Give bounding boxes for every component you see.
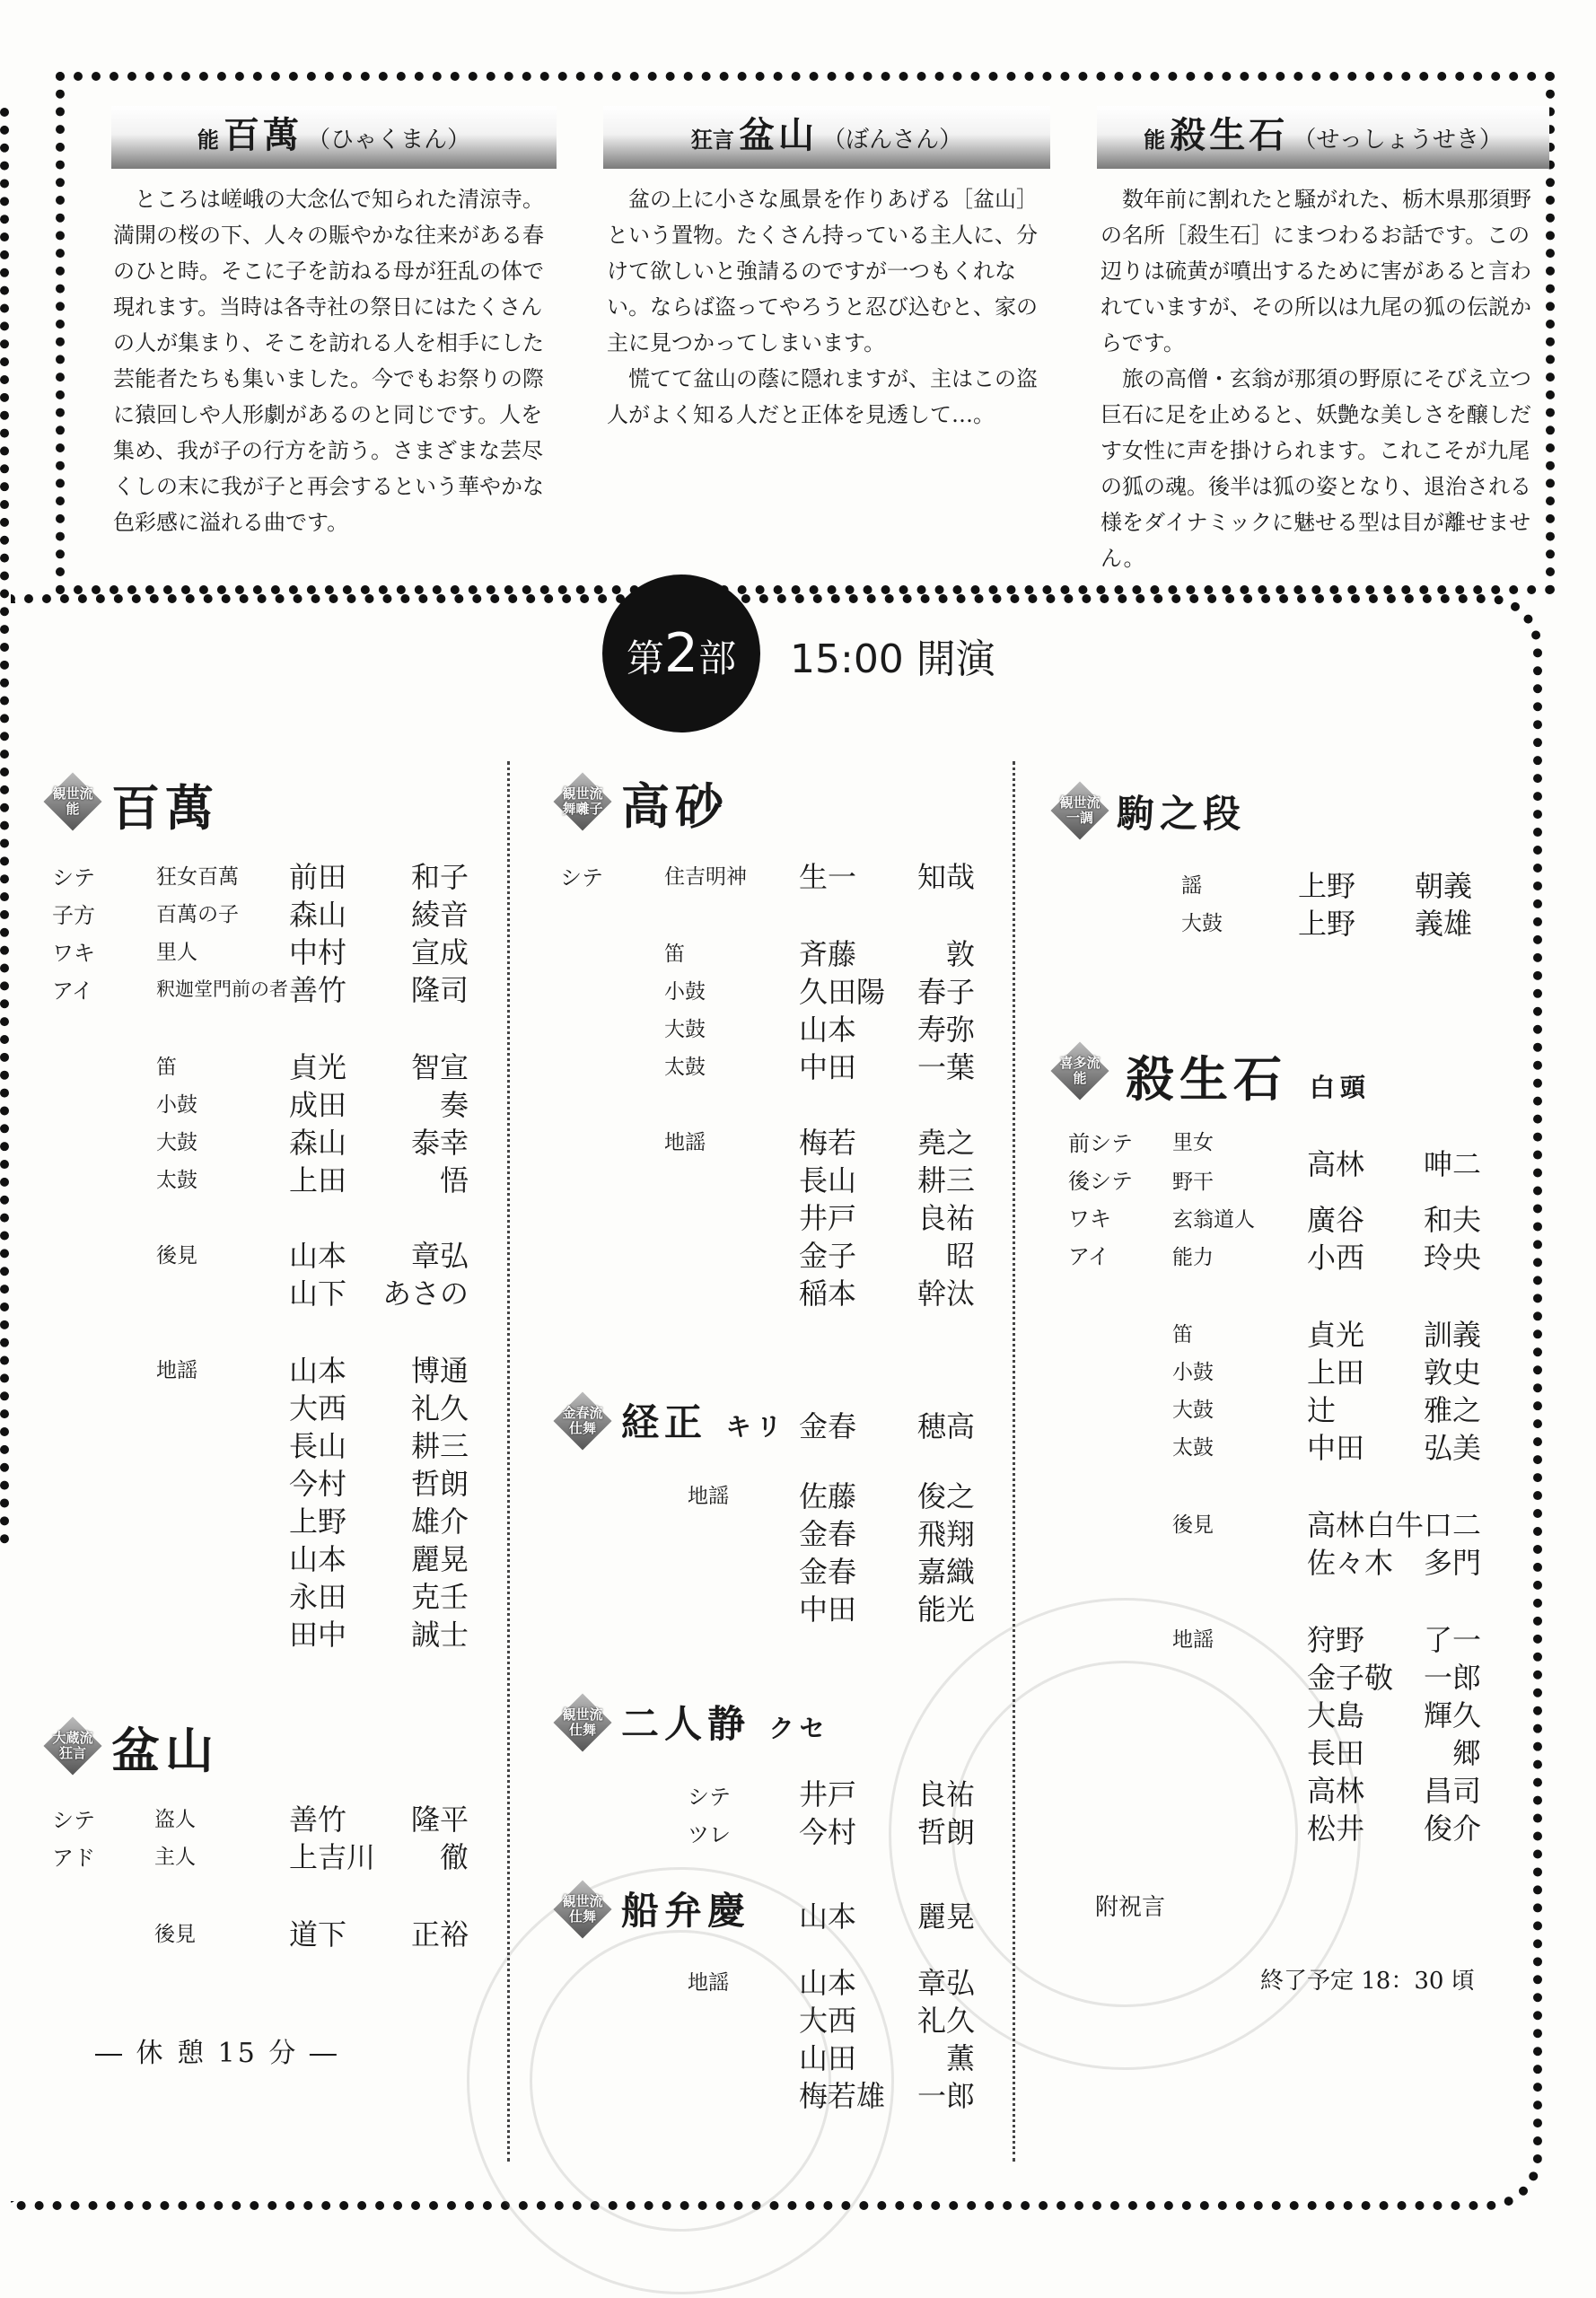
- given-name: 克壬: [410, 1580, 469, 1614]
- character-name: 狂女百萬: [156, 865, 239, 889]
- program-title-takasago: 高砂: [621, 777, 729, 835]
- end-time: 終了予定 18：30 頃: [1260, 1968, 1475, 1995]
- given-name: 徹: [439, 1840, 469, 1874]
- family-name: 金子敬: [1307, 1661, 1394, 1695]
- family-name: 大島: [1307, 1698, 1365, 1732]
- family-name: 長山: [289, 1429, 347, 1463]
- synopsis-body-hyakuman: [113, 181, 557, 540]
- given-name: 嘉織: [916, 1555, 975, 1589]
- role-type: 子方: [52, 903, 95, 928]
- intermission-notice: ― 休 憩 15 分 ―: [95, 2038, 339, 2069]
- family-name: 佐々木: [1307, 1546, 1394, 1580]
- performer-name: [799, 1045, 975, 1086]
- synopsis-paragraph: 数年前に割れたと騒がれた、栃木県那須野の名所［殺生石］にまつわるお話です。この辺りは硫黄が噴出するために害があると言われていますが、その所以は九尾の狐の伝説からです。: [1101, 187, 1531, 355]
- performer-name: [1307, 1142, 1481, 1183]
- family-name: 小西: [1307, 1241, 1365, 1275]
- instrument-label: 小鼓: [664, 980, 706, 1004]
- given-name: 礼久: [916, 2004, 975, 2038]
- program-title-hyakuman: 百萬: [111, 779, 219, 837]
- given-name: 一葉: [916, 1050, 975, 1084]
- given-name: 知哉: [916, 860, 975, 894]
- given-name: 博通: [410, 1354, 469, 1388]
- given-name: 薫: [945, 2041, 975, 2075]
- performer-name: [799, 1772, 975, 1813]
- given-name: 寿弥: [916, 1013, 975, 1047]
- family-name: 上野: [289, 1504, 347, 1539]
- given-name: 雅之: [1423, 1393, 1481, 1427]
- family-name: 大西: [289, 1391, 347, 1425]
- given-name: 章弘: [916, 1966, 975, 2000]
- title-text: 二人静: [621, 1702, 751, 1746]
- family-name: 松井: [1307, 1811, 1365, 1846]
- given-name: 章弘: [410, 1239, 469, 1273]
- performer-name: [1307, 1693, 1481, 1734]
- family-name: 山本: [289, 1542, 347, 1576]
- synopsis-title: 殺生石: [1170, 114, 1289, 156]
- given-name: 正裕: [410, 1917, 469, 1952]
- family-name: 井戸: [799, 1777, 857, 1811]
- shugen-note: 附祝言: [1095, 1894, 1166, 1921]
- given-name: 哲朗: [916, 1815, 975, 1849]
- family-name: 金春: [799, 1409, 857, 1443]
- character-name: 主人: [154, 1846, 196, 1869]
- genre-name: 一調: [1065, 810, 1093, 826]
- given-name: 敦史: [1423, 1355, 1481, 1390]
- given-name: 俊之: [916, 1479, 975, 1513]
- given-name: 白牛口二: [1365, 1508, 1481, 1542]
- performer-name: [289, 930, 469, 971]
- school-name: 観世流: [1059, 794, 1101, 811]
- performer-name: [1298, 901, 1472, 943]
- school-badge-text: [554, 1406, 611, 1436]
- character-name: 野干: [1172, 1171, 1214, 1194]
- performer-name: [289, 1386, 469, 1427]
- given-name: 良祐: [916, 1777, 975, 1811]
- column-divider: [507, 761, 510, 2162]
- program-title-bonsan: 盆山: [111, 1722, 219, 1779]
- family-name: 善竹: [289, 1802, 347, 1837]
- given-name: 弘美: [1423, 1431, 1481, 1465]
- role-type: 前シテ: [1068, 1131, 1133, 1156]
- role-type: アイ: [1068, 1244, 1109, 1269]
- family-name: 金春: [799, 1555, 857, 1589]
- performer-name: [799, 2074, 975, 2115]
- family-name: 森山: [289, 1126, 347, 1160]
- performer-name: [799, 1196, 975, 1237]
- character-name: 玄翁道人: [1172, 1208, 1255, 1232]
- given-name: 俊介: [1423, 1811, 1481, 1846]
- koken-label: 後見: [156, 1244, 197, 1267]
- performer-name: [799, 1549, 975, 1591]
- role-type: 後シテ: [1068, 1169, 1133, 1194]
- family-name: 貞光: [289, 1050, 347, 1084]
- school-name: 大蔵流: [52, 1730, 93, 1746]
- performer-name: [1307, 1388, 1481, 1429]
- given-name: 和子: [410, 860, 469, 894]
- performer-name: [799, 2036, 975, 2077]
- instrument-label: 太鼓: [664, 1056, 706, 1079]
- performer-name: [1307, 1540, 1481, 1582]
- given-name: 宣成: [410, 935, 469, 969]
- family-name: 金春: [799, 1517, 857, 1551]
- program-title-futarishizuka: [621, 1695, 830, 1749]
- given-name: 誠士: [410, 1618, 469, 1652]
- instrument-label: 大鼓: [156, 1131, 197, 1154]
- performer-name: [1298, 864, 1472, 905]
- family-name: 山田: [799, 2041, 857, 2075]
- instrument-label: 笛: [664, 943, 685, 966]
- family-name: 梅若: [799, 1126, 857, 1160]
- left-dotted-edge: [0, 108, 11, 1544]
- family-name: 上野: [1298, 869, 1356, 903]
- family-name: 久田陽: [799, 975, 886, 1009]
- performer-name: [799, 1233, 975, 1275]
- instrument-label: 大鼓: [1181, 912, 1223, 935]
- given-name: 麗晃: [410, 1542, 469, 1576]
- role-type: ワキ: [1068, 1206, 1111, 1232]
- role-type: シテ: [52, 1808, 95, 1833]
- given-name: 郷: [1451, 1736, 1481, 1770]
- performer-name: [289, 1612, 469, 1653]
- family-name: 中田: [799, 1592, 857, 1627]
- instrument-label: 謡: [1181, 874, 1202, 898]
- family-name: 成田: [289, 1088, 347, 1122]
- given-name: 耕三: [410, 1429, 469, 1463]
- given-name: 綾音: [410, 898, 469, 932]
- performer-name: [799, 969, 975, 1011]
- family-name: 上野: [1298, 907, 1356, 941]
- synopsis-title: 百萬: [223, 114, 303, 156]
- performer-name: [799, 1512, 975, 1553]
- synopsis-reading: （ぼんさん）: [822, 127, 963, 153]
- performer-name: [289, 1158, 469, 1199]
- instrument-label: 笛: [156, 1056, 177, 1079]
- instrument-label: 小鼓: [156, 1093, 197, 1117]
- given-name: 昭: [945, 1239, 975, 1273]
- school-badge-text: [44, 786, 101, 817]
- performer-name: [289, 1499, 469, 1540]
- family-name: 中村: [289, 935, 347, 969]
- performer-name: [289, 1045, 469, 1086]
- character-name: 住吉明神: [664, 865, 747, 889]
- title-text: 経正: [621, 1400, 708, 1444]
- jiutai-label: 地謡: [664, 1131, 706, 1154]
- given-name: 麗晃: [916, 1899, 975, 1934]
- genre-name: 能: [66, 801, 80, 817]
- given-name: 幹汰: [916, 1276, 975, 1311]
- jiutai-label: 地謡: [156, 1359, 197, 1382]
- program-title-funabenkei: 船弁慶: [621, 1889, 751, 1933]
- performer-name: [289, 1233, 469, 1275]
- part-label: 部: [698, 636, 737, 680]
- given-name: 呻二: [1423, 1147, 1481, 1181]
- given-name: 隆司: [410, 973, 469, 1007]
- instrument-label: 笛: [1172, 1323, 1193, 1346]
- genre-name: 舞囃子: [562, 801, 603, 817]
- synopsis-paragraph: ところは嵯峨の大念仏で知られた清涼寺。満開の桜の下、人々の賑やかな往来がある春のひと時。そこに子を訪ねる母が狂乱の体で現れます。当時は各寺社の祭日にはたくさんの人が集まり、そこを訪れる人を相手にした芸能者たちも集いました。今でもお祭りの際に猿回しや人形劇があるのと同じです。人を集め、我が子の行方を訪う。さまざまな芸尽くしの末に我が子と再会するという華やかな色彩感に溢れる曲です。: [113, 187, 544, 535]
- family-name: 永田: [289, 1580, 347, 1614]
- title-subsection: キリ: [725, 1412, 787, 1442]
- family-name: 山本: [799, 1013, 857, 1047]
- performer-name: [799, 1587, 975, 1628]
- given-name: 隆平: [410, 1802, 469, 1837]
- performer-name: [1307, 1618, 1481, 1659]
- given-name: あさの: [381, 1276, 469, 1311]
- given-name: 敦: [945, 937, 975, 971]
- school-name: 観世流: [562, 785, 603, 802]
- synopsis-paragraph: 旅の高僧・玄翁が那須の野原にそびえ立つ巨石に足を止めると、妖艶な美しさを醸しだす女性に声を掛けられます。これこそが九尾の狐の魂。後半は狐の姿となり、退治される様をダイナミックに魅せる型は目が離せません。: [1101, 366, 1531, 571]
- synopsis-reading: （せっしょうせき）: [1293, 127, 1503, 153]
- family-name: 長田: [1307, 1736, 1365, 1770]
- performer-name: [799, 1404, 975, 1445]
- family-name: 狩野: [1307, 1623, 1365, 1657]
- synopsis-paragraph: 慌てて盆山の蔭に隠れますが、主はこの盗人がよく知る人だと正体を見透して…。: [607, 366, 1038, 427]
- given-name: 和夫: [1423, 1203, 1481, 1237]
- performer-name: [1307, 1235, 1481, 1276]
- character-name: 盗人: [154, 1808, 196, 1831]
- part-number: 2: [663, 622, 699, 685]
- role-type: シテ: [560, 865, 603, 890]
- ink-circle-decoration: [951, 1661, 1298, 2007]
- given-name: 泰幸: [410, 1126, 469, 1160]
- performer-name: [289, 855, 469, 896]
- role-type: シテ: [688, 1785, 731, 1810]
- family-name: 佐藤: [799, 1479, 857, 1513]
- performer-name: [1307, 1655, 1481, 1697]
- performer-name: [289, 1574, 469, 1616]
- family-name: 貞光: [1307, 1318, 1365, 1352]
- family-name: 金子: [799, 1239, 857, 1273]
- family-name: 斉藤: [799, 937, 857, 971]
- given-name: 堯之: [916, 1126, 975, 1160]
- performer-name: [289, 1537, 469, 1578]
- role-type: アイ: [52, 978, 93, 1004]
- given-name: 飛翔: [916, 1517, 975, 1551]
- performer-name: [289, 1083, 469, 1124]
- performer-name: [1307, 1312, 1481, 1354]
- given-name: 良祐: [916, 1201, 975, 1235]
- instrument-label: 大鼓: [1172, 1399, 1214, 1422]
- synopsis-header-bonsan: [603, 106, 1050, 169]
- performer-name: [1307, 1768, 1481, 1810]
- performer-name: [289, 1912, 469, 1953]
- program-title-sesshoseki: [1126, 1041, 1371, 1110]
- family-name: 生一: [799, 860, 857, 894]
- school-name: 金春流: [562, 1405, 603, 1421]
- jiutai-label: 地謡: [1172, 1628, 1214, 1652]
- family-name: 上田: [1307, 1355, 1365, 1390]
- program-title-komanodan: 駒之段: [1117, 792, 1247, 836]
- given-name: 哲朗: [410, 1467, 469, 1501]
- family-name: 前田: [289, 860, 347, 894]
- performer-name: [289, 1271, 469, 1312]
- performer-name: [1307, 1503, 1481, 1544]
- genre-label: 狂言: [690, 127, 734, 153]
- koken-label: 後見: [154, 1923, 196, 1946]
- given-name: 訓義: [1423, 1318, 1481, 1352]
- given-name: 了一: [1423, 1623, 1481, 1657]
- given-name: 奏: [439, 1088, 469, 1122]
- given-name: 春子: [916, 975, 975, 1009]
- family-name: 善竹: [289, 973, 347, 1007]
- character-name: 里人: [156, 941, 197, 964]
- family-name: 中田: [1307, 1431, 1365, 1465]
- title-text: 殺生石: [1126, 1050, 1287, 1108]
- family-name: 田中: [289, 1618, 347, 1652]
- genre-label: 能: [197, 127, 219, 153]
- performer-name: [1307, 1425, 1481, 1467]
- school-badge-text: [554, 1707, 611, 1738]
- performer-name: [799, 1158, 975, 1199]
- family-name: 辻: [1307, 1393, 1337, 1427]
- family-name: 稲本: [799, 1276, 857, 1311]
- given-name: 雄介: [410, 1504, 469, 1539]
- performer-name: [289, 1461, 469, 1503]
- family-name: 長山: [799, 1163, 857, 1197]
- family-name: 高林: [1307, 1147, 1365, 1181]
- performer-name: [289, 1424, 469, 1465]
- given-name: 昌司: [1423, 1774, 1481, 1808]
- family-name: 廣谷: [1307, 1203, 1365, 1237]
- role-type: アド: [52, 1846, 95, 1871]
- genre-name: 狂言: [58, 1745, 86, 1761]
- synopsis-reading: （ひゃくまん）: [307, 127, 471, 153]
- given-name: 能光: [916, 1592, 975, 1627]
- family-name: 道下: [289, 1917, 347, 1952]
- performer-name: [799, 1960, 975, 2002]
- given-name: 智宣: [410, 1050, 469, 1084]
- synopsis-header-sesshoseki: [1097, 106, 1549, 169]
- given-name: 悟: [439, 1163, 469, 1197]
- title-subsection: 白頭: [1309, 1073, 1371, 1102]
- family-name: 山本: [799, 1966, 857, 2000]
- genre-label: 能: [1144, 127, 1166, 153]
- family-name: 中田: [799, 1050, 857, 1084]
- performer-name: [289, 1120, 469, 1162]
- family-name: 山本: [289, 1354, 347, 1388]
- performer-name: [289, 892, 469, 934]
- instrument-label: 太鼓: [1172, 1436, 1214, 1460]
- family-name: 高林: [1307, 1508, 1365, 1542]
- role-type: ワキ: [52, 941, 95, 966]
- family-name: 森山: [289, 898, 347, 932]
- ink-circle-decoration: [530, 1930, 831, 2232]
- school-badge-text: [554, 1894, 611, 1925]
- instrument-label: 太鼓: [156, 1169, 197, 1192]
- title-subsection: クセ: [768, 1714, 830, 1743]
- character-name: 能力: [1172, 1246, 1214, 1269]
- family-name: 梅若雄: [799, 2079, 886, 2113]
- family-name: 井戸: [799, 1201, 857, 1235]
- genre-name: 仕舞: [568, 1722, 596, 1738]
- performer-name: [1307, 1731, 1481, 1772]
- school-name: 観世流: [562, 1893, 603, 1909]
- genre-name: 仕舞: [568, 1908, 596, 1925]
- family-name: 山下: [289, 1276, 347, 1311]
- character-name: 釈迦堂門前の者: [156, 978, 288, 1000]
- family-name: 山本: [289, 1239, 347, 1273]
- synopsis-header-hyakuman: [111, 106, 557, 169]
- school-name: 観世流: [562, 1706, 603, 1723]
- performer-name: [289, 1348, 469, 1390]
- performer-name: [1307, 1197, 1481, 1239]
- performer-name: [1307, 1806, 1481, 1847]
- jiutai-label: 地謡: [688, 1485, 729, 1508]
- program-title-tsunemasa: [621, 1393, 787, 1447]
- performer-name: [799, 1120, 975, 1162]
- synopsis-title: 盆山: [738, 114, 818, 156]
- given-name: 耕三: [916, 1163, 975, 1197]
- given-name: 朝義: [1414, 869, 1472, 903]
- school-badge-text: [554, 786, 611, 817]
- family-name: 上吉川: [289, 1840, 376, 1874]
- given-name: 輝久: [1423, 1698, 1481, 1732]
- family-name: 今村: [289, 1467, 347, 1501]
- genre-name: 仕舞: [568, 1420, 596, 1436]
- given-name: 一郎: [1423, 1661, 1481, 1695]
- family-name: 高林: [1307, 1774, 1365, 1808]
- school-name: 観世流: [52, 785, 93, 802]
- school-badge-text: [44, 1731, 101, 1761]
- performer-name: [289, 968, 469, 1009]
- role-type: ツレ: [688, 1822, 731, 1847]
- character-name: 里女: [1172, 1131, 1214, 1154]
- performer-name: [799, 1271, 975, 1312]
- performer-name: [799, 1810, 975, 1851]
- instrument-label: 大鼓: [664, 1018, 706, 1041]
- instrument-label: 小鼓: [1172, 1361, 1214, 1384]
- performer-name: [799, 855, 975, 896]
- school-badge-text: [1051, 795, 1109, 826]
- synopsis-body-sesshoseki: [1101, 181, 1544, 576]
- given-name: 礼久: [410, 1391, 469, 1425]
- given-name: 多門: [1423, 1546, 1481, 1580]
- performer-name: [799, 1894, 975, 1935]
- school-badge-text: [1051, 1056, 1109, 1086]
- performer-name: [799, 1474, 975, 1515]
- performer-name: [799, 932, 975, 973]
- koken-label: 後見: [1172, 1513, 1214, 1537]
- performer-name: [1307, 1350, 1481, 1391]
- genre-name: 能: [1073, 1070, 1087, 1086]
- jiutai-label: 地謡: [688, 1971, 729, 1995]
- part-badge: [602, 574, 760, 732]
- school-name: 喜多流: [1059, 1055, 1101, 1071]
- family-name: 今村: [799, 1815, 857, 1849]
- performer-name: [289, 1797, 469, 1838]
- given-name: 義雄: [1414, 907, 1472, 941]
- family-name: 山本: [799, 1899, 857, 1934]
- performer-name: [799, 1998, 975, 2039]
- synopsis-paragraph: 盆の上に小さな風景を作りあげる［盆山］という置物。たくさん持っている主人に、分けて欲しいと強請るのですが一つもくれない。ならば盗ってやろうと忍び込むと、家の主に見つかってしまいます。: [607, 187, 1038, 355]
- start-time: 15:00 開演: [790, 636, 995, 682]
- given-name: 玲央: [1423, 1241, 1481, 1275]
- family-name: 大西: [799, 2004, 857, 2038]
- family-name: 上田: [289, 1163, 347, 1197]
- given-name: 一郎: [916, 2079, 975, 2113]
- given-name: 穂高: [916, 1409, 975, 1443]
- character-name: 百萬の子: [156, 903, 239, 926]
- performer-name: [289, 1835, 469, 1876]
- column-divider: [1013, 761, 1015, 2162]
- part-label: 第: [626, 636, 664, 680]
- synopsis-body-bonsan: [607, 181, 1050, 433]
- role-type: シテ: [52, 865, 95, 890]
- performer-name: [799, 1007, 975, 1048]
